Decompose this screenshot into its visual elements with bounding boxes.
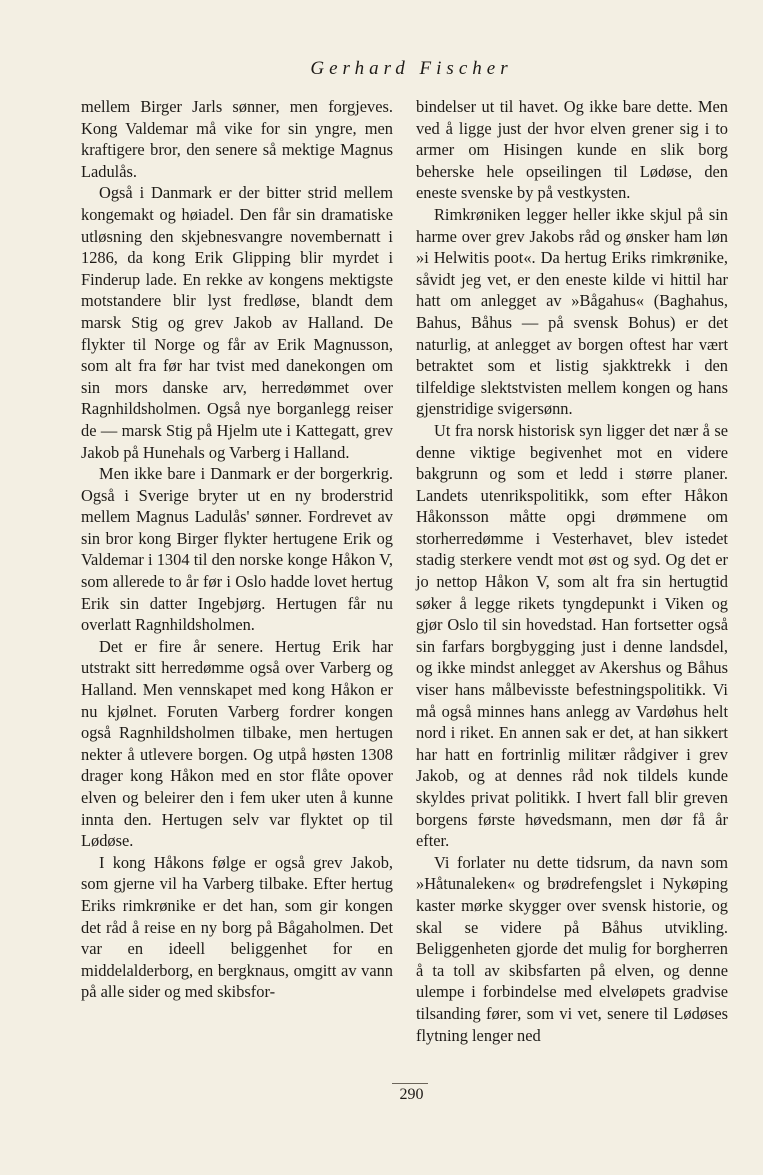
paragraph: mellem Birger Jarls sønner, men forgjeves. Kong Valdemar må vike for sin yngre, men kraftigere bror, den senere så mektige Magnus Ladulås. (81, 97, 393, 181)
paragraph: Det er fire år senere. Hertug Erik har utstrakt sitt herredømme også over Varberg og Halland. Men vennskapet med kong Håkon er nu kjølnet. Foruten Varberg fordrer kongen også Ragnhildsholmen tilbake, men hertugen nekter å utlevere borgen. Og utpå høsten 1308 drager kong Håkon med en stor flåte opover elven og beleirer den i fem uker uten å kunne innta den. Hertugen selv var flyktet op til Lødøse. (81, 636, 393, 851)
paragraph: bindelser ut til havet. Og ikke bare dette. Men ved å ligge just der hvor elven grener sig i to armer om Hisingen kunde en slik borg beherske hele opseilingen til Lødøse, den eneste svenske by på vestkysten. (416, 97, 728, 203)
paragraph: Også i Danmark er der bitter strid mellem kongemakt og høiadel. Den får sin dramatiske utløsning den skjebnesvangre novembernatt i 1286, da kong Erik Glipping blir myrdet i Finderup lade. En rekke av kongens mektigste motstandere blir lyst fredløse, blandt dem marsk Stig og grev Jakob av Halland. De flykter til Norge og får av Erik Magnusson, som alt fra før har tvist med danekongen om sin mors danske arv, herredømmet over Ragnhildsholmen. Også nye borganlegg reiser de — marsk Stig på Hjelm ute i Kattegatt, grev Jakob på Hunehals og Varberg i Halland. (81, 183, 393, 462)
paragraph: Ut fra norsk historisk syn ligger det nær å se denne viktige begivenhet mot en videre bakgrunn og som et ledd i større planer. Landets utenrikspolitikk, som efter Håkon Håkonsson måtte opgi drømmene om storherredømme i Vesterhavet, blev istedet stadig sterkere vendt mot øst og syd. Og det er jo nettop Håkon V, som alt fra sin hertugtid søker å legge rikets tyngdepunkt i Viken og gjør Oslo til sin hovedstad. Han fortsetter også sin farfars borgbygging just i denne landsdel, og ikke mindst anlegget av Akershus og Båhus viser hans målbevisste befestningspolitikk. Vi må også minnes hans anlegg av Vardøhus helt nord i riket. En annen sak er det, at han sikkert har hatt en fortrinlig militær rådgiver i grev Jakob, og at dennes råd nok tildels kunde skyldes privat politikk. I hvert fall blir greven borgens første høvedsmann, men dør få år efter. (416, 420, 728, 851)
paragraph: I kong Håkons følge er også grev Jakob, som gjerne vil ha Varberg tilbake. Efter hertug Eriks rimkrønike er det han, som gir kongen det råd å reise en ny borg på Bågaholmen. Det var en ideell beliggenhet for en middelalderborg, en bergknaus, omgitt av vann på alle sider og med skibsfor- (81, 852, 393, 1002)
footer-divider (392, 1083, 428, 1084)
left-text-column (81, 96, 393, 1003)
paragraph: Vi forlater nu dette tidsrum, da navn som »Håtunaleken« og brødrefengslet i Nykøping kaster mørke skygger over svensk historie, og skal se videre på Båhus utvikling. Beliggenheten gjorde det mulig for borgherren å ta toll av skibsfarten på elven, og denne ulempe i forbindelse med elveløpets gradvise tilsanding fører, som vi vet, senere til Lødøses flytning lenger ned (416, 852, 728, 1045)
page-number: 290 (399, 1086, 424, 1103)
right-text-column (416, 96, 728, 1046)
running-header-author: Gerhard Fischer (310, 58, 513, 79)
paragraph: Men ikke bare i Danmark er der borgerkrig. Også i Sverige bryter ut en ny broderstrid mellem Magnus Ladulås' sønner. Fordrevet av sin bror kong Birger flykter hertugene Erik og Valdemar i 1304 til den norske konge Håkon V, som allerede to år før i Oslo hadde lovet hertug Erik sin datter Ingebjørg. Hertugen får nu overlatt Ragnhildsholmen. (81, 464, 393, 635)
paragraph: Rimkrøniken legger heller ikke skjul på sin harme over grev Jakobs råd og ønsker ham løn »i Helwitis poot«. Da hertug Eriks rimkrønike, såvidt jeg vet, er den eneste kilde vi hittil har hatt om anlegget av »Bågahus« (Baghahus, Bahus, Båhus — på svensk Bohus) er det naturlig, at anlegget av borgen oftest har vært betraktet som et listig sjakktrekk i den tilfeldige slektstvisten mellem kongen og hans gjenstridige svigersønn. (416, 204, 728, 419)
